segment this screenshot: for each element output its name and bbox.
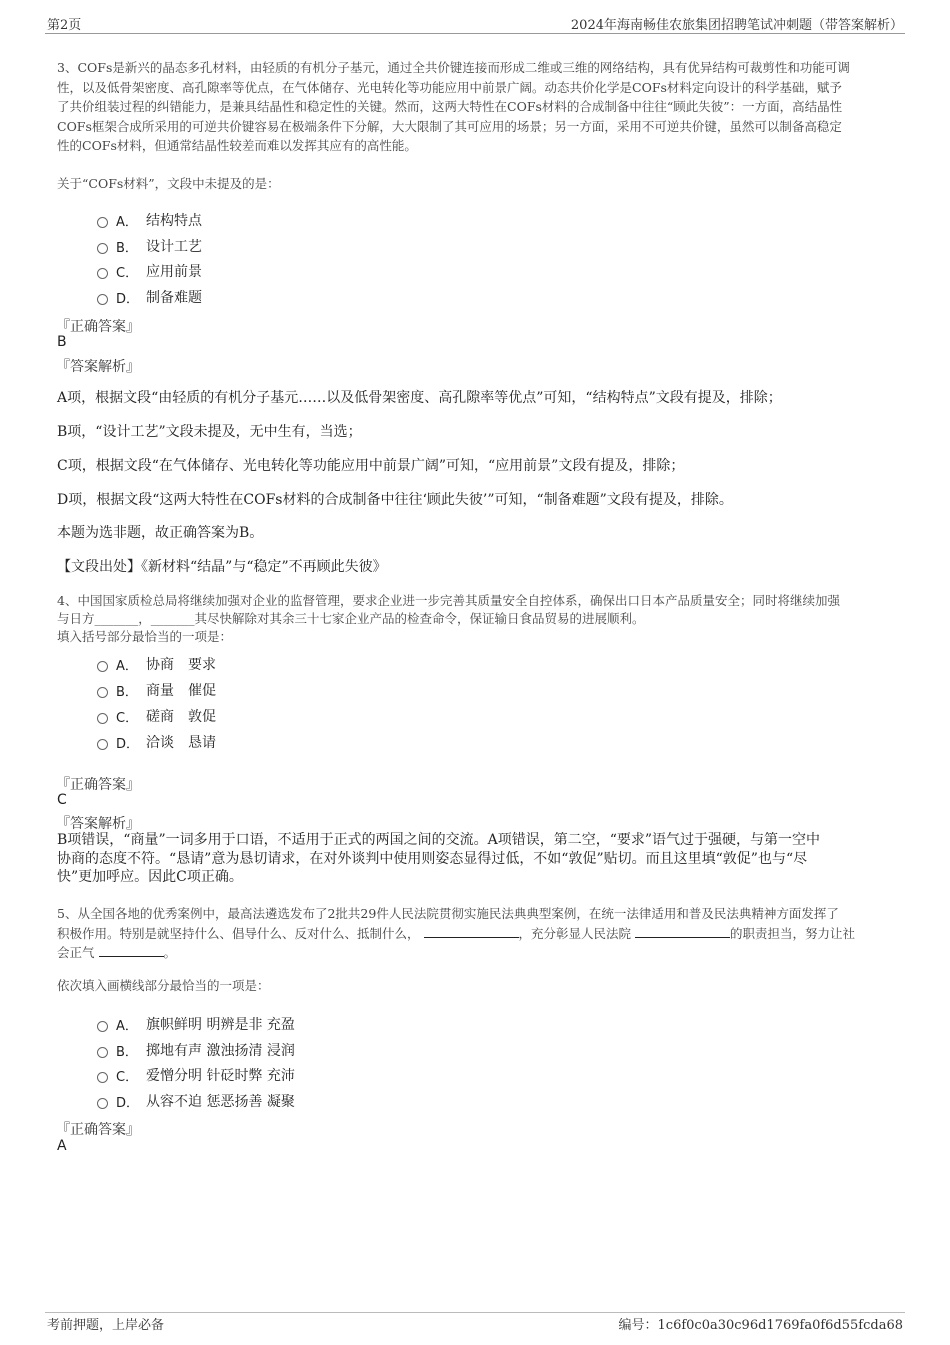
q4-analysis-label: 『答案解析』 [56, 816, 140, 832]
option-text: 制备难题 [146, 290, 202, 306]
q3-analysis-line: B项，“设计工艺”文段未提及，无中生有，当选； [57, 424, 362, 440]
option-letter: A． [116, 658, 138, 674]
q3-option-a[interactable] [97, 210, 202, 230]
q4-stem-line: 4、中国国家质检总局将继续加强对企业的监督管理，要求企业进一步完善其质量安全自控体系，确保出口日本产品质量安全；同时将继续加强 [57, 593, 840, 608]
q5-option-b[interactable] [97, 1040, 295, 1060]
option-letter: B． [116, 240, 138, 256]
q4-stem-line: 与日方_______，_______其尽快解除对其余三十七家企业产品的检查命令，保证输日食品贸易的进展顺利。 [57, 611, 645, 626]
q4-option-d[interactable] [97, 732, 216, 752]
footer-divider [45, 1312, 905, 1313]
q5-option-d[interactable] [97, 1091, 295, 1111]
option-letter: A． [116, 1018, 138, 1034]
option-text: 从容不迫 惩恶扬善 凝聚 [146, 1094, 295, 1110]
option-letter: A． [116, 214, 138, 230]
q5-stem-line: 5、从全国各地的优秀案例中，最高法遴选发布了2批共29件人民法院贯彻实施民法典典型案例，在统一法律适用和普及民法典精神方面发挥了 [57, 906, 839, 921]
option-text: 设计工艺 [146, 239, 202, 255]
q3-analysis-line: D项，根据文段“这两大特性在COFs材料的合成制备中往往‘顾此失彼’”可知，“制备难题”文段有提及，排除。 [57, 492, 733, 508]
q3-analysis-label: 『答案解析』 [56, 359, 140, 375]
footer-slogan: 考前押题，上岸必备 [47, 1318, 165, 1333]
q5-stem-line [57, 924, 907, 944]
q3-stem-line: 3、COFs是新兴的晶态多孔材料，由轻质的有机分子基元，通过全共价键连接而形成二维或三维的网络结构，具有优异结构可裁剪性和功能可调 [57, 60, 850, 75]
q5-stem-segment: 的职责担当，努力让社 [730, 925, 856, 941]
q5-stem-segment: 积极作用。特别是就坚持什么、倡导什么、反对什么、抵制什么， [57, 925, 420, 941]
radio-icon[interactable] [97, 687, 108, 698]
q5-answer-label: 『正确答案』 [56, 1122, 140, 1138]
q5-stem-line [57, 943, 907, 963]
q5-stem [57, 904, 907, 963]
option-text: 商量 催促 [146, 683, 216, 699]
q4-analysis [57, 831, 820, 887]
q4-stem [57, 592, 907, 646]
q3-stem-line: COFs框架合成所采用的可逆共价键容易在极端条件下分解，大大限制了其可应用的场景；另一方面，采用不可逆共价键，虽然可以制备高稳定 [57, 118, 842, 134]
q5-stem-segment: 会正气 [57, 945, 95, 960]
option-letter: D． [116, 1095, 140, 1111]
radio-icon[interactable] [97, 243, 108, 254]
fill-blank-2[interactable] [635, 925, 730, 938]
option-text: 应用前景 [146, 264, 202, 280]
radio-icon[interactable] [97, 713, 108, 724]
option-letter: B． [116, 1044, 138, 1060]
q3-answer: B [57, 334, 67, 350]
radio-icon[interactable] [97, 1021, 108, 1032]
radio-icon[interactable] [97, 1047, 108, 1058]
q3-answer-label: 『正确答案』 [56, 319, 140, 335]
q3-stem-line: 了共价组装过程的纠错能力，是兼具结晶性和稳定性的关键。然而，这两大特性在COFs材料的合成制备中往往“顾此失彼”：一方面，高结晶性 [57, 99, 843, 114]
option-text: 旗帜鲜明 明辨是非 充盈 [146, 1017, 295, 1033]
document-id: 编号：1c6f0c0a30c96d1769fa0f6d55fcda68 [618, 1318, 903, 1333]
option-text: 协商 要求 [146, 657, 216, 673]
option-text: 爱憎分明 针砭时弊 充沛 [146, 1068, 295, 1084]
q4-option-c[interactable] [97, 706, 216, 726]
q3-option-b[interactable] [97, 236, 202, 256]
q4-analysis-line: 协商的态度不符。“恳请”意为恳切请求，在对外谈判中使用则姿态显得过低，不如“敦促”贴切。而且这里填“敦促”也与“尽 [57, 850, 808, 867]
q4-answer: C [57, 792, 67, 808]
q4-prompt: 填入括号部分最恰当的一项是： [57, 629, 233, 644]
q3-stem-line: 性，以及低骨架密度、高孔隙率等优点，在气体储存、光电转化等功能应用中前景广阔。动态共价化学是COFs材料定向设计的科学基础，赋予 [57, 79, 842, 95]
page-number: 第2页 [47, 18, 82, 33]
option-text: 洽谈 恳请 [146, 735, 216, 751]
option-text: 磋商 敦促 [146, 709, 216, 725]
option-text: 掷地有声 激浊扬清 浸润 [146, 1043, 295, 1059]
radio-icon[interactable] [97, 1098, 108, 1109]
q5-stem-segment: 。 [163, 945, 177, 960]
radio-icon[interactable] [97, 217, 108, 228]
q3-stem-line: 性的COFs材料，但通常结晶性较差而难以发挥其应有的高性能。 [57, 138, 417, 153]
q4-option-b[interactable] [97, 680, 216, 700]
fill-blank-3[interactable] [99, 944, 164, 957]
q5-stem-segment: ，充分彰显人民法院 [518, 925, 632, 941]
q4-analysis-line: B项错误，“商量”一词多用于口语，不适用于正式的两国之间的交流。A项错误，第二空，“要求”语气过于强硬，与第一空中 [57, 832, 821, 848]
q5-option-a[interactable] [97, 1014, 295, 1034]
radio-icon[interactable] [97, 739, 108, 750]
q3-analysis-line: 本题为选非题，故正确答案为B。 [57, 525, 264, 541]
radio-icon[interactable] [97, 661, 108, 672]
q4-answer-label: 『正确答案』 [56, 777, 140, 793]
q5-prompt: 依次填入画横线部分最恰当的一项是： [57, 978, 270, 993]
radio-icon[interactable] [97, 268, 108, 279]
q5-option-c[interactable] [97, 1065, 295, 1085]
q3-stem [57, 58, 907, 156]
document-title: 2024年海南畅佳农旅集团招聘笔试冲刺题（带答案解析） [570, 18, 903, 33]
option-letter: B． [116, 684, 138, 700]
q3-option-c[interactable] [97, 261, 202, 281]
option-letter: C． [116, 265, 139, 281]
option-letter: C． [116, 710, 139, 726]
q3-option-d[interactable] [97, 287, 202, 307]
fill-blank-1[interactable] [424, 925, 519, 938]
q4-analysis-line: 快”更加呼应。因此C项正确。 [57, 869, 243, 885]
radio-icon[interactable] [97, 1072, 108, 1083]
q3-analysis-line: A项，根据文段“由轻质的有机分子基元……以及低骨架密度、高孔隙率等优点”可知，“结构特点”文段有提及，排除； [57, 390, 782, 406]
option-letter: D． [116, 736, 140, 752]
option-letter: D． [116, 291, 140, 307]
radio-icon[interactable] [97, 294, 108, 305]
q3-prompt: 关于“COFs材料”，文段中未提及的是： [57, 176, 280, 191]
option-text: 结构特点 [146, 213, 202, 229]
header-divider [45, 33, 905, 34]
q3-analysis-line: C项，根据文段“在气体储存、光电转化等功能应用中前景广阔”可知，“应用前景”文段有提及，排除； [57, 458, 685, 474]
option-letter: C． [116, 1069, 139, 1085]
q4-option-a[interactable] [97, 654, 216, 674]
q5-answer: A [57, 1138, 67, 1154]
q3-source: 【文段出处】《新材料“结晶”与“稳定”不再顾此失彼》 [57, 559, 387, 575]
